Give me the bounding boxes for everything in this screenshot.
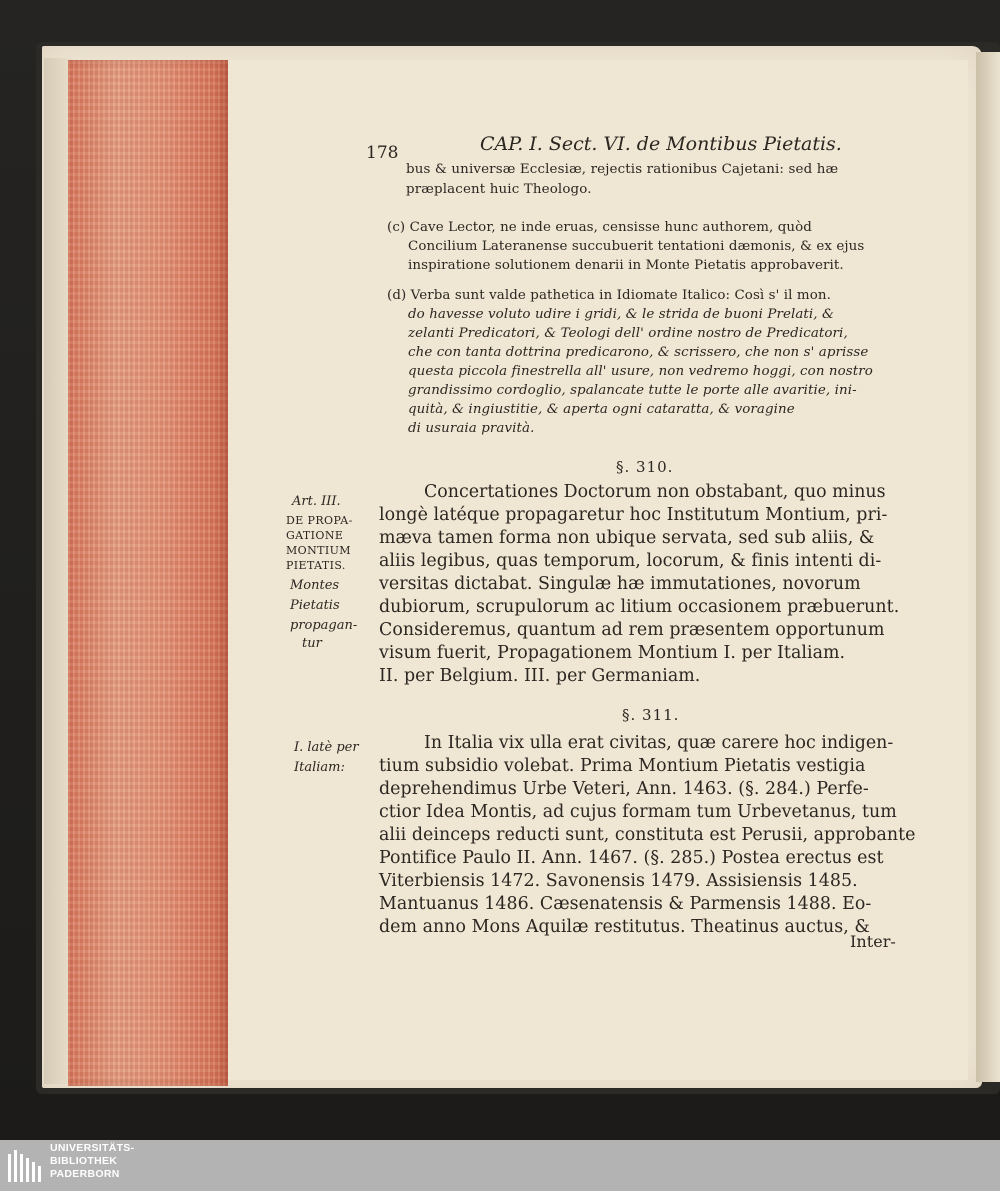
library-name bbox=[50, 1142, 134, 1181]
section-310-line: mæva tamen forma non ubique servata, sed sub aliis, & bbox=[379, 528, 875, 548]
section-310-line: Concertationes Doctorum non obstabant, quo minus bbox=[424, 482, 886, 502]
library-name-line: PADERBORN bbox=[50, 1168, 120, 1180]
section-311-line: Pontifice Paulo II. Ann. 1467. (§. 285.) Postea erectus est bbox=[379, 848, 884, 868]
red-fore-edge bbox=[68, 60, 228, 1086]
library-name-line: UNIVERSITÄTS- bbox=[50, 1142, 135, 1154]
library-logo-icon bbox=[6, 1146, 46, 1186]
margin-note-caps: MONTIUM bbox=[286, 544, 351, 557]
margin-note-art: Art. III. bbox=[292, 494, 341, 509]
section-310-heading: §. 310. bbox=[616, 458, 674, 476]
running-head: CAP. I. Sect. VI. de Montibus Pietatis. bbox=[480, 133, 842, 155]
right-page-edge bbox=[976, 52, 1000, 1082]
footnote-c-line: Concilium Lateranense succubuerit tentationi dæmonis, & ex ejus bbox=[408, 239, 865, 254]
section-310-line: visum fuerit, Propagationem Montium I. per Italiam. bbox=[379, 643, 846, 663]
margin-note-italic: tur bbox=[302, 636, 322, 651]
section-310-line: II. per Belgium. III. per Germaniam. bbox=[379, 666, 701, 686]
section-310-line: dubiorum, scrupulorum ac litium occasionem præbuerunt. bbox=[379, 597, 900, 617]
footnote-d-line: che con tanta dottrina predicarono, & scrissero, che non s' aprisse bbox=[408, 345, 869, 360]
library-footer bbox=[0, 1140, 1000, 1191]
section-310-line: longè latéque propagaretur hoc Institutum Montium, pri- bbox=[379, 505, 888, 525]
margin-note-italia: I. latè per bbox=[294, 740, 359, 755]
section-311-line: ctior Idea Montis, ad cujus formam tum Urbevetanus, tum bbox=[379, 802, 897, 822]
footnote-d-line: do havesse voluto udire i gridi, & le strida de buoni Prelati, & bbox=[408, 307, 835, 322]
footnote-d-line: (d) Verba sunt valde pathetica in Idiomate Italico: Così s' il mon. bbox=[387, 288, 831, 303]
footnote-d-line: zelanti Predicatori, & Teologi dell' ordine nostro de Predicatori, bbox=[408, 326, 848, 341]
margin-note-caps: DE PROPA- bbox=[286, 514, 353, 527]
margin-note-italic: propagan- bbox=[290, 618, 358, 633]
footnote-d-line: questa piccola finestrella all' usure, non vedremo hoggi, con nostro bbox=[408, 364, 873, 379]
section-311-line: In Italia vix ulla erat civitas, quæ carere hoc indigen- bbox=[424, 733, 894, 753]
page-number: 178 bbox=[366, 143, 399, 163]
section-311-heading: §. 311. bbox=[622, 706, 680, 724]
footnote-c-line: inspiratione solutionem denarii in Monte Pietatis approbaverit. bbox=[408, 258, 844, 273]
margin-note-italic: Montes bbox=[290, 578, 340, 593]
margin-note-italia: Italiam: bbox=[294, 760, 345, 775]
margin-note-caps: PIETATIS. bbox=[286, 559, 346, 572]
margin-note-italic: Pietatis bbox=[290, 598, 340, 613]
section-311-line: tium subsidio volebat. Prima Montium Pietatis vestigia bbox=[379, 756, 866, 776]
footnote-d-line: quità, & ingiustitie, & aperta ogni cataratta, & voragine bbox=[408, 402, 795, 417]
footnote-c-line: (c) Cave Lector, ne inde eruas, censisse hunc authorem, quòd bbox=[387, 220, 812, 235]
section-310-line: aliis legibus, quas temporum, locorum, & finis intenti di- bbox=[379, 551, 882, 571]
section-310-line: Consideremus, quantum ad rem præsentem opportunum bbox=[379, 620, 885, 640]
section-310-line: versitas dictabat. Singulæ hæ immutationes, novorum bbox=[379, 574, 861, 594]
footnote-d-line: di usuraia pravità. bbox=[408, 421, 535, 436]
section-311-line: Viterbiensis 1472. Savonensis 1479. Assisiensis 1485. bbox=[379, 871, 858, 891]
section-311-line: deprehendimus Urbe Veteri, Ann. 1463. (§. 284.) Perfe- bbox=[379, 779, 869, 799]
continuation-line: præplacent huic Theologo. bbox=[406, 182, 592, 197]
library-name-line: BIBLIOTHEK bbox=[50, 1155, 118, 1167]
margin-note-caps: GATIONE bbox=[286, 529, 344, 542]
section-311-line: Mantuanus 1486. Cæsenatensis & Parmensis 1488. Eo- bbox=[379, 894, 872, 914]
catchword: Inter- bbox=[850, 932, 896, 951]
footnote-d-line: grandissimo cordoglio, spalancate tutte le porte alle avaritie, ini- bbox=[408, 383, 857, 398]
section-311-line: dem anno Mons Aquilæ restitutus. Theatinus auctus, & bbox=[379, 917, 870, 937]
section-311-line: alii deinceps reducti sunt, constituta est Perusii, approbante bbox=[379, 825, 916, 845]
continuation-line: bus & universæ Ecclesiæ, rejectis rationibus Cajetani: sed hæ bbox=[406, 162, 839, 177]
